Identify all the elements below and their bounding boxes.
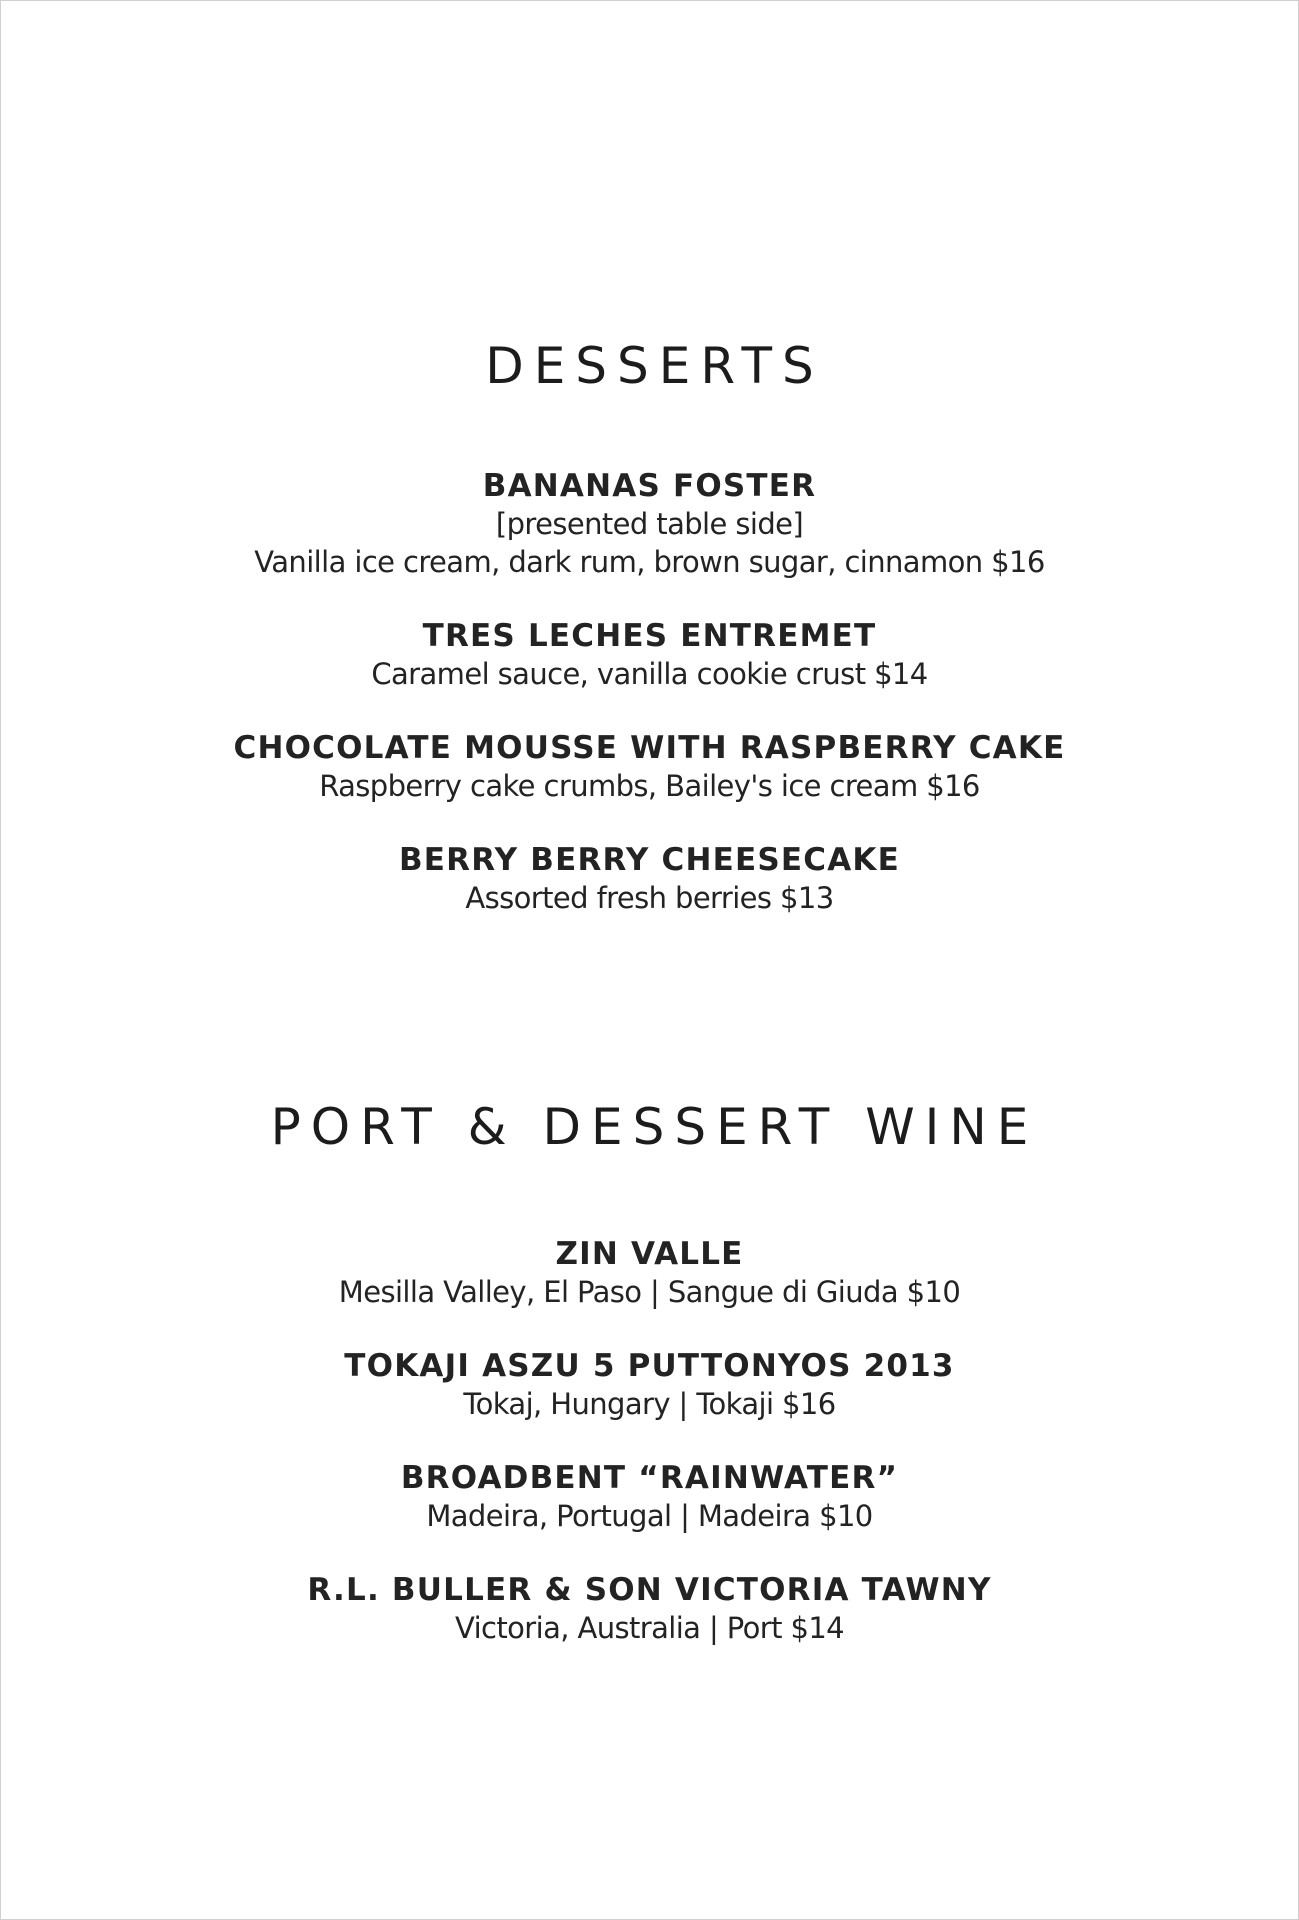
item-description: Mesilla Valley, El Paso | Sangue di Giuda $10	[338, 1275, 961, 1309]
item-name: CHOCOLATE MOUSSE WITH RASPBERRY CAKE	[233, 730, 1066, 766]
item-description: Raspberry cake crumbs, Bailey's ice cream $16	[319, 769, 980, 803]
item-name: BERRY BERRY CHEESECAKE	[398, 842, 901, 878]
menu-item-zin-valle	[1, 1235, 1298, 1311]
item-description: Vanilla ice cream, dark rum, brown sugar, cinnamon $16	[254, 545, 1045, 579]
port-wine-list	[1, 1235, 1298, 1683]
menu-item-broadbent	[1, 1459, 1298, 1535]
item-description: Madeira, Portugal | Madeira $10	[426, 1499, 873, 1533]
item-name: R.L. BULLER & SON VICTORIA TAWNY	[307, 1572, 992, 1608]
item-note: [presented table side]	[495, 507, 804, 541]
item-description: Assorted fresh berries $13	[465, 881, 834, 915]
menu-item-buller-tawny	[1, 1571, 1298, 1647]
menu-item-tres-leches	[1, 617, 1298, 693]
item-name: BROADBENT “RAINWATER”	[400, 1460, 899, 1496]
menu-item-bananas-foster	[1, 467, 1298, 581]
item-name: TRES LECHES ENTREMET	[422, 618, 877, 654]
item-description: Tokaj, Hungary | Tokaji $16	[463, 1387, 836, 1421]
menu-item-cheesecake	[1, 841, 1298, 917]
desserts-list	[1, 467, 1298, 953]
desserts-heading: DESSERTS	[485, 337, 824, 395]
port-wine-heading: PORT & DESSERT WINE	[270, 1098, 1039, 1156]
menu-item-chocolate-mousse	[1, 729, 1298, 805]
item-description: Caramel sauce, vanilla cookie crust $14	[371, 657, 928, 691]
item-name: TOKAJI ASZU 5 PUTTONYOS 2013	[344, 1348, 955, 1384]
item-name: BANANAS FOSTER	[482, 468, 817, 504]
item-description: Victoria, Australia | Port $14	[454, 1611, 845, 1645]
item-name: ZIN VALLE	[555, 1236, 744, 1272]
menu-item-tokaji	[1, 1347, 1298, 1423]
